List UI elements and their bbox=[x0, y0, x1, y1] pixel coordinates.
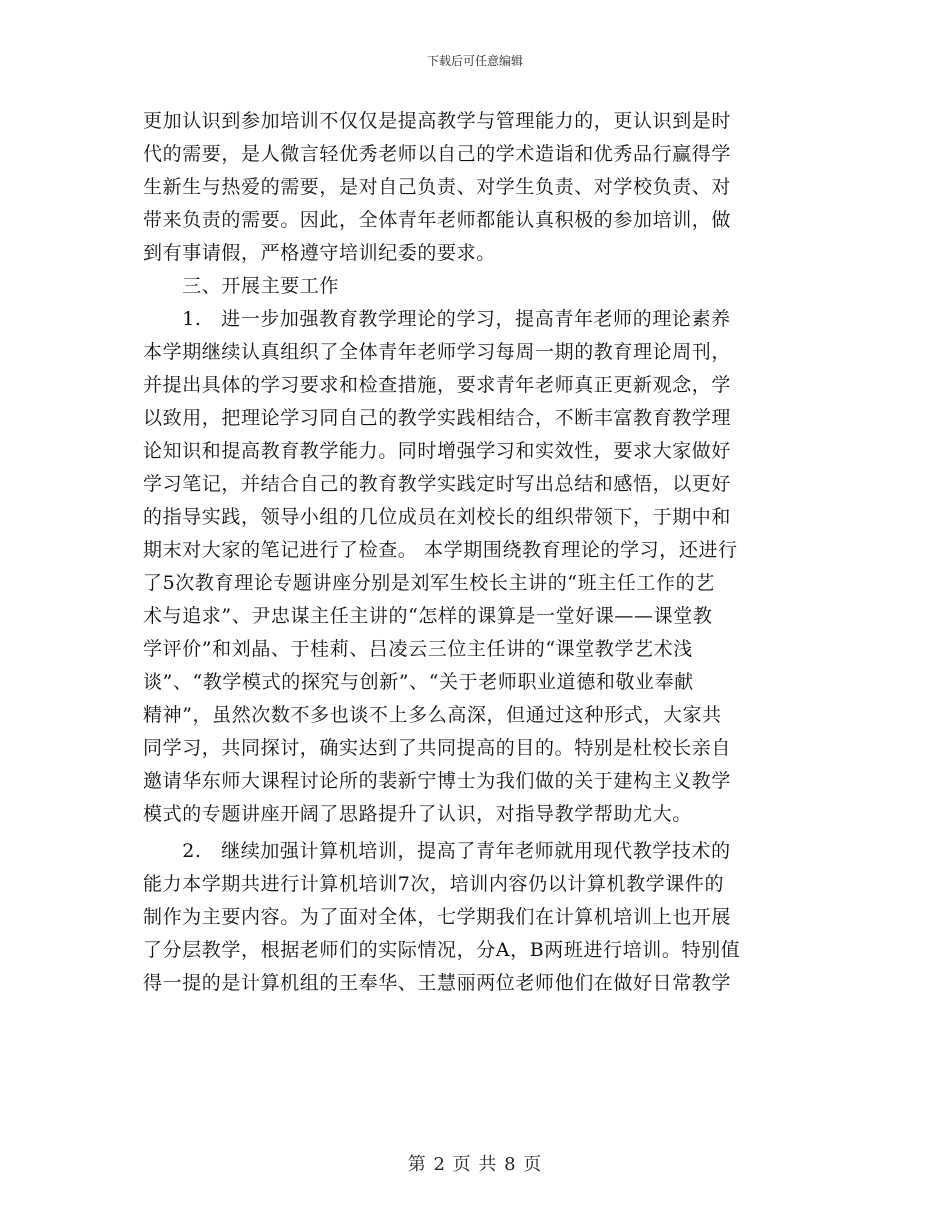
text-line: 精神”，虽然次数不多也谈不上多么高深，但通过这种形式，大家共 bbox=[143, 704, 722, 726]
text-line: 到有事请假，严格遵守培训纪委的要求。 bbox=[143, 242, 496, 264]
text-line: 模式的专题讲座开阔了思路提升了认识，对指导教学帮助尤大。 bbox=[143, 803, 692, 825]
text-line: 以致用，把理论学习同自己的教学实践相结合，不断丰富教育教学理 bbox=[143, 407, 732, 429]
text-line: 谈”、“教学模式的探究与创新”、“关于老师职业道德和敬业奉献 bbox=[143, 671, 694, 693]
text-line: 并提出具体的学习要求和检查措施，要求青年老师真正更新观念，学 bbox=[143, 374, 732, 396]
text-line: 学习笔记，并结合自己的教育教学实践定时写出总结和感悟，以更好 bbox=[143, 473, 732, 495]
text-line: 邀请华东师大课程讨论所的裴新宁博士为我们做的关于建构主义教学 bbox=[143, 770, 732, 792]
text-line: 制作为主要内容。为了面对全体，七学期我们在计算机培训上也开展 bbox=[143, 906, 732, 928]
text-line: 了分层教学，根据老师们的实际情况，分A，B两班进行培训。特别值 bbox=[143, 939, 741, 961]
text-line: 生新生与热爱的需要，是对自己负责、对学生负责、对学校负责、对 bbox=[143, 176, 732, 198]
text-line: 能力本学期共进行计算机培训7次，培训内容仍以计算机教学课件的 bbox=[143, 873, 725, 895]
text-line: 1. 进一步加强教育教学理论的学习，提高青年老师的理论素养 bbox=[143, 308, 731, 330]
page-header-note: 下载后可任意编辑 bbox=[426, 54, 523, 68]
text-line: 的指导实践，领导小组的几位成员在刘校长的组织带领下，于期中和 bbox=[143, 506, 732, 528]
text-line: 学评价”和刘晶、于桂莉、吕凌云三位主任讲的“课堂教学艺术浅 bbox=[143, 638, 693, 660]
text-line: 得一提的是计算机组的王奉华、王慧丽两位老师他们在做好日常教学 bbox=[143, 972, 732, 994]
text-line: 2. 继续加强计算机培训，提高了青年老师就用现代教学技术的 bbox=[143, 840, 731, 862]
text-line: 论知识和提高教育教学能力。同时增强学习和实效性，要求大家做好 bbox=[143, 440, 732, 462]
text-line: 期末对大家的笔记进行了检查。 本学期围绕教育理论的学习，还进行 bbox=[143, 539, 738, 561]
text-line: 术与追求”、尹忠谋主任主讲的“怎样的课算是一堂好课——课堂教 bbox=[143, 605, 713, 627]
text-line: 代的需要，是人微言轻优秀老师以自己的学术造诣和优秀品行赢得学 bbox=[143, 143, 732, 165]
document-body bbox=[143, 105, 803, 1000]
text-line: 带来负责的需要。因此，全体青年老师都能认真积极的参加培训，做 bbox=[143, 209, 732, 231]
text-line: 同学习，共同探讨，确实达到了共同提高的目的。特别是杜校长亲自 bbox=[143, 737, 732, 759]
text-line: 了5次教育理论专题讲座分别是刘军生校长主讲的“班主任工作的艺 bbox=[143, 572, 715, 594]
page-number-footer: 第 2 页 共 8 页 bbox=[407, 1154, 543, 1175]
text-line: 更加认识到参加培训不仅仅是提高教学与管理能力的，更认识到是时 bbox=[143, 110, 732, 132]
section-heading: 三、开展主要工作 bbox=[143, 275, 340, 297]
text-line: 本学期继续认真组织了全体青年老师学习每周一期的教育理论周刊， bbox=[143, 341, 732, 363]
